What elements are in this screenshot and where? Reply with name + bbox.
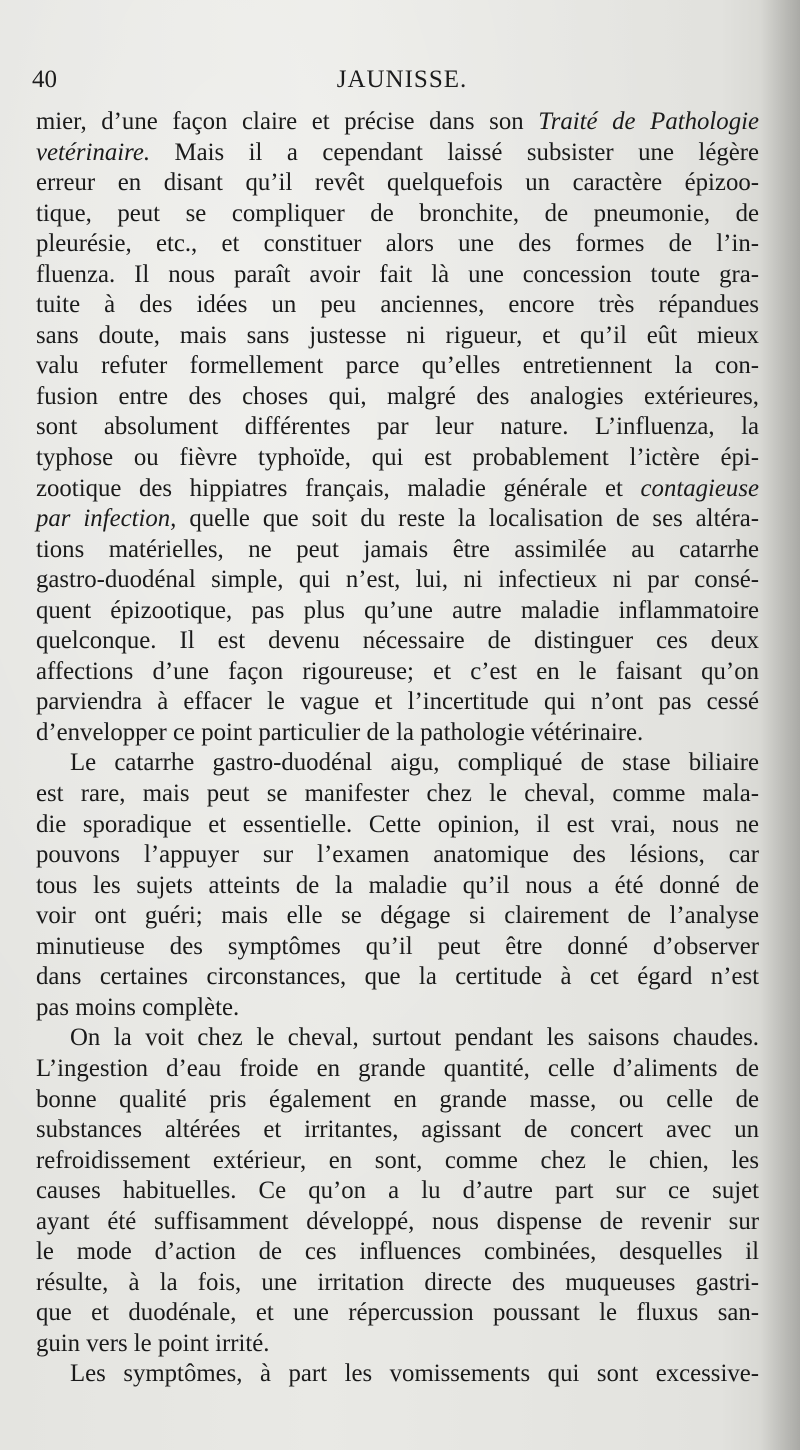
text-segment: tique, peut se compliquer de bronchite, de pneumonie, de [36, 199, 759, 227]
text-line [36, 718, 759, 749]
text-segment: quelle que soit du reste la localisation de ses altéra- [176, 505, 759, 533]
text-line [36, 993, 759, 1024]
text-line [36, 1329, 759, 1360]
text-line [36, 412, 759, 443]
italic-text-segment: Traité de Pathologie [538, 108, 759, 135]
text-segment: zootique des hippiatres français, maladie générale et [36, 474, 641, 502]
text-line [36, 810, 759, 841]
text-line [36, 229, 759, 260]
text-line [36, 382, 759, 413]
text-line [36, 1359, 759, 1390]
text-line [36, 871, 759, 902]
text-segment: valu refuter formellement parce qu’elles entretiennent la con- [36, 352, 759, 380]
text-segment: tions matérielles, ne peut jamais être assimilée au catarrhe [36, 535, 759, 563]
text-line [36, 1054, 759, 1085]
text-segment: sans doute, mais sans justesse ni rigueur, et qu’il eût mieux [36, 321, 759, 349]
text-segment: causes habituelles. Ce qu’on a lu d’autre part sur ce sujet [36, 1177, 759, 1205]
text-segment: minutieuse des symptômes qu’il peut être donné d’observer [36, 932, 759, 960]
text-line [36, 565, 759, 596]
text-line [36, 932, 759, 963]
text-line [36, 1298, 759, 1329]
text-line [36, 168, 759, 199]
text-line [36, 1176, 759, 1207]
text-line [36, 351, 759, 382]
text-segment: die sporadique et essentielle. Cette opinion, il est vrai, nous ne [36, 810, 759, 838]
text-line [36, 1023, 759, 1054]
text-line [36, 626, 759, 657]
text-segment: bonne qualité pris également en grande masse, ou celle de [36, 1085, 759, 1113]
text-line [36, 474, 759, 505]
text-segment: pleurésie, etc., et constituer alors une des formes de l’in- [36, 230, 759, 258]
text-segment: sont absolument différentes par leur nature. L’influenza, la [36, 413, 759, 441]
italic-text-segment: par infection, [36, 505, 177, 533]
text-segment: d’envelopper ce point particulier de la pathologie vétérinaire. [36, 718, 644, 746]
text-segment: tuite à des idées un peu anciennes, encore très répandues [36, 291, 759, 319]
text-line [36, 107, 759, 138]
text-line [36, 1085, 759, 1116]
text-line [36, 260, 759, 291]
text-segment: dans certaines circonstances, que la certitude à cet égard n’est [36, 963, 759, 991]
text-segment: L’ingestion d’eau froide en grande quantité, celle d’aliments de [36, 1054, 759, 1082]
text-segment: mier, d’une façon claire et précise dans son [36, 108, 539, 135]
text-segment: gastro-duodénal simple, qui n’est, lui, ni infectieux ni par consé- [36, 566, 759, 594]
italic-text-segment: contagieuse [640, 474, 759, 502]
text-segment: est rare, mais peut se manifester chez le cheval, comme mala- [36, 780, 759, 808]
page-header [32, 66, 772, 102]
text-segment: typhose ou fièvre typhoïde, qui est probablement l’ictère épi- [36, 444, 759, 472]
text-segment: le mode d’action de ces influences combinées, desquelles il [36, 1238, 759, 1266]
text-line [36, 1268, 759, 1299]
text-segment: fusion entre des choses qui, malgré des analogies extérieures, [36, 382, 759, 410]
text-line [36, 199, 759, 230]
text-segment: Le catarrhe gastro-duodénal aigu, compliqué de stase biliaire [70, 749, 759, 777]
text-line [36, 321, 759, 352]
text-segment: ayant été suffisamment développé, nous dispense de revenir sur [36, 1207, 759, 1235]
text-segment: Mais il a cependant laissé subsister une légère [150, 138, 759, 166]
text-segment: parviendra à effacer le vague et l’incertitude qui n’ont pas cessé [36, 688, 759, 716]
text-segment: pas moins complète. [36, 993, 240, 1021]
text-segment: refroidissement extérieur, en sont, comme chez le chien, les [36, 1146, 759, 1174]
text-segment: substances altérées et irritantes, agissant de concert avec un [36, 1116, 759, 1144]
text-segment: quent épizootique, pas plus qu’une autre maladie inflammatoire [36, 596, 759, 624]
text-segment: erreur en disant qu’il revêt quelquefois un caractère épizoo- [36, 169, 759, 197]
page-number: 40 [32, 66, 57, 93]
text-line [36, 748, 759, 779]
running-title: JAUNISSE. [336, 66, 468, 93]
text-line [36, 779, 759, 810]
text-line [36, 535, 759, 566]
text-line [36, 901, 759, 932]
text-segment: tous les sujets atteints de la maladie qu’il nous a été donné de [36, 871, 759, 899]
italic-text-segment: vetérinaire. [36, 138, 151, 166]
text-segment: Les symptômes, à part les vomissements qui sont excessive- [70, 1360, 759, 1388]
text-line [36, 1207, 759, 1238]
text-segment: fluenza. Il nous paraît avoir fait là une concession toute gra- [36, 260, 759, 288]
text-segment: pouvons l’appuyer sur l’examen anatomique des lésions, car [36, 841, 759, 869]
text-segment: voir ont guéri; mais elle se dégage si clairement de l’analyse [36, 902, 759, 930]
text-segment: quelconque. Il est devenu nécessaire de distinguer ces deux [36, 627, 759, 655]
text-line [36, 1237, 759, 1268]
text-line [36, 1115, 759, 1146]
text-line [36, 138, 759, 169]
text-segment: On la voit chez le cheval, surtout pendant les saisons chaudes. [70, 1024, 759, 1052]
text-line [36, 1146, 759, 1177]
text-line [36, 504, 759, 535]
text-segment: guin vers le point irrité. [36, 1329, 270, 1357]
text-line [36, 596, 759, 627]
body-text [36, 107, 759, 1390]
text-segment: que et duodénale, et une répercussion poussant le fluxus san- [36, 1299, 759, 1327]
text-segment: affections d’une façon rigoureuse; et c’est en le faisant qu’on [36, 657, 759, 685]
text-line [36, 443, 759, 474]
text-segment: résulte, à la fois, une irritation directe des muqueuses gastri- [36, 1268, 759, 1296]
text-line [36, 687, 759, 718]
text-line [36, 840, 759, 871]
text-line [36, 290, 759, 321]
page-edge-shadow [760, 0, 800, 1450]
text-line [36, 657, 759, 688]
text-line [36, 962, 759, 993]
